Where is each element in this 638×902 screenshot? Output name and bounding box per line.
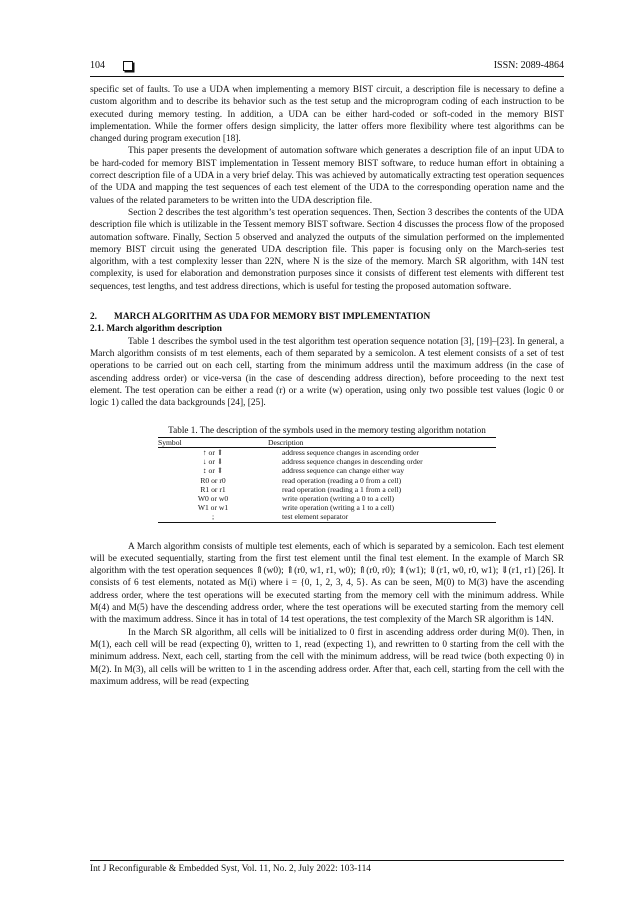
symbol-cell: R1 or r1 [200, 484, 226, 494]
spacer [90, 409, 564, 424]
table-row [158, 447, 496, 457]
paragraph: Section 2 describes the test algorithm’s test operation sequences. Then, Section 3 describes the contents of the UDA description file which is utilizable in the Tessent memory BIST software. Section 4 discusses the process flow of the proposed automation software. Finally, Section 5 observed and analyzed the outputs of the simulation performed on the implemented memory BIST circuit using the generated UDA description file. This paper is focusing only on the March-series test algorithm, with a test complexity lesser than 22N, where N is the size of the memory. March SR algorithm, with 14N test complexity, is used for elaboration and demonstration purposes since it consists of different test elements with different test sequences, test lengths, and test address directions, which is useful for testing the proposed automation software. [90, 207, 564, 292]
symbol-cell: W1 or w1 [197, 503, 229, 513]
table-row [158, 503, 496, 512]
section-title: MARCH ALGORITHM AS UDA FOR MEMORY BIST IMPLEMENTATION [114, 312, 431, 323]
symbol-table [158, 437, 496, 523]
symbol-cell: R0 or r0 [200, 475, 226, 485]
subsection-heading: 2.1. March algorithm description [90, 324, 222, 335]
page-number: 104 [90, 60, 105, 71]
paragraph: In the March SR algorithm, all cells will be initialized to 0 first in ascending address order during M(0). Then, in M(1), each cell will be read (expecting 0), written to 1, read (expecting 1), and rewritten to 0 starting from the cell with the minimum address. Next, each cell, starting from the cell with the minimum address, will be read twice (both expecting 0) in M(2). In M(3), all cells will be written to 1 in the ascending address order. After that, each cell, starting from the cell with the maximum address, will be read (expecting [90, 627, 564, 687]
description-cell: address sequence can change either way [282, 466, 405, 476]
col-description: Description [268, 437, 496, 447]
description-cell: write operation (writing a 1 to a cell) [282, 503, 394, 513]
table-row [158, 485, 496, 494]
table-row [158, 512, 496, 522]
body-text [90, 84, 564, 688]
page-header [90, 60, 564, 74]
symbol-cell: ↑ or ⇑ [202, 447, 224, 457]
table-row [158, 476, 496, 485]
spacer [90, 523, 564, 541]
paragraph: Table 1 describes the symbol used in the test algorithm test operation sequence notation [3], [19]–[23]. In general, a March algorithm consists of m test elements, each of them separated by a semicolon. A test element consists of a set of test operations to be carried out on each cell, starting from the minimum address until the maximum address (in the case of ascending address order) or vice-versa (in the case of descending address direction), before proceeding to the next test element. The test operation can be either a read (r) or a write (w) operation, using only two possible test values (logic 0 or logic 1) called the data backgrounds [24], [25]. [90, 336, 564, 409]
description-cell: address sequence changes in descending order [282, 457, 423, 467]
symbol-cell: W0 or w0 [197, 493, 229, 503]
paragraph: specific set of faults. To use a UDA when implementing a memory BIST circuit, a description file is necessary to define a custom algorithm and to describe its behavior such as the test setup and the microprogram coding of each instruction to be executed during memory testing. In addition, a UDA can be either hard-coded or soft-coded in the memory BIST implementation. While the former offers design simplicity, the latter offers more flexibility where test algorithms can be changed during program execution [18]. [90, 85, 564, 145]
description-cell: write operation (writing a 0 to a cell) [282, 493, 394, 503]
description-cell: read operation (reading a 1 from a cell) [282, 484, 402, 494]
issn-label: ISSN: 2089-4864 [493, 60, 564, 71]
table-row [158, 466, 496, 475]
spacer [90, 293, 564, 311]
col-symbol: Symbol [158, 437, 268, 447]
symbol-cell: ↕ or ⇕ [202, 466, 224, 476]
table-header-row [158, 437, 496, 447]
table-row [158, 457, 496, 466]
description-cell: read operation (reading a 0 from a cell) [282, 475, 402, 485]
symbol-cell: ; [158, 512, 268, 522]
section-number: 2. [90, 312, 98, 323]
paragraph: A March algorithm consists of multiple test elements, each of which is separated by a semicolon. Each test element will be executed sequentially, starting from the first test element until the final test element. In the example of March SR algorithm with the test operation sequences ⇑(w0); ⇑(r0, w1, r1, w0); ⇑(r0, r0); ⇑(w1); ⇓(r1, w0, r0, w1); ⇓(r1, r1) [26]. It consists of 6 test elements, notated as M(i) where i = {0, 1, 2, 3, 4, 5}. As can be seen, M(0) to M(3) have the ascending address order, where the test operations will be executed starting from the memory cell with the minimum address. While M(4) and M(5) have the descending address order, where the test operations will be executed starting from the memory cell with the maximum address. Since it has in total of 14 test operations, the test complexity of the March SR algorithm is 14N. [90, 541, 564, 626]
description-cell: address sequence changes in ascending order [282, 447, 419, 457]
footer-rule [90, 860, 564, 861]
table-row [158, 494, 496, 503]
paragraph: This paper presents the development of automation software which generates a description file of an input UDA to be hard-coded for memory BIST implementation in Tessent memory BIST software, to reduce human effort in obtaining a correct description file of a UDA in a very brief delay. This was achieved by automatically extracting test operation sequences of the UDA and mapping the test sequences of each test element of the UDA to the corresponding operation name and the values of the related parameters to be written into the UDA description file. [90, 146, 564, 206]
square-icon [123, 61, 133, 71]
symbol-cell: ↓ or ⇓ [202, 457, 224, 467]
header-rule [90, 76, 564, 77]
table-caption: Table 1. The description of the symbols used in the memory testing algorithm notation [168, 425, 486, 436]
page-footer: Int J Reconfigurable & Embedded Syst, Vol. 11, No. 2, July 2022: 103-114 [90, 864, 371, 874]
section-heading [90, 311, 564, 323]
description-cell: test element separator [268, 512, 496, 522]
